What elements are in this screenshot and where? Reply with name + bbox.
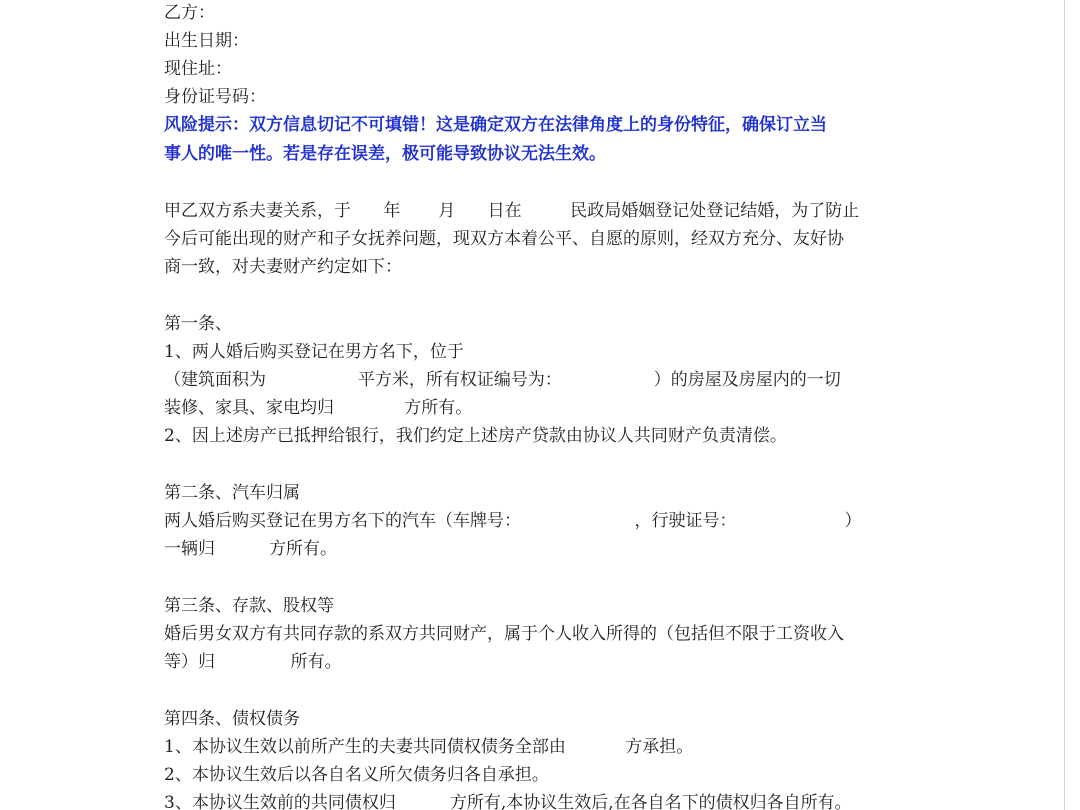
page-edge-divider xyxy=(1064,0,1065,810)
article-1-line-4: 2、因上述房产已抵押给银行，我们约定上述房产贷款由协议人共同财产负责清偿。 xyxy=(164,426,787,446)
risk-notice-line-1: 风险提示：双方信息切记不可填错！这是确定双方在法律角度上的身份特征，确保订立当 xyxy=(164,115,827,135)
article-2-line-1: 两人婚后购买登记在男方名下的汽车（车牌号： ，行驶证号： ） xyxy=(164,511,862,531)
article-4-line-3: 3、本协议生效前的共同债权归 方所有,本协议生效后,在各自名下的债权归各自所有。 xyxy=(164,793,852,810)
article-1-line-3: 装修、家具、家电均归 方所有。 xyxy=(164,398,473,418)
article-1-line-2: （建筑面积为 平方米，所有权证编号为： ）的房屋及房屋内的一切 xyxy=(164,370,841,390)
preamble-line-3: 商一致，对夫妻财产约定如下： xyxy=(164,257,402,277)
article-2-line-2: 一辆归 方所有。 xyxy=(164,539,338,559)
article-4-line-1: 1、本协议生效以前所产生的夫妻共同债权债务全部由 方承担。 xyxy=(164,737,694,757)
risk-notice-line-2: 事人的唯一性。若是存在误差，极可能导致协议无法生效。 xyxy=(164,144,606,164)
article-4-line-2: 2、本协议生效后以各自名义所欠债务归各自承担。 xyxy=(164,765,549,785)
address-label: 现住址： xyxy=(164,59,232,79)
article-1-heading: 第一条、 xyxy=(164,314,232,334)
article-3-heading: 第三条、存款、股权等 xyxy=(164,596,334,616)
preamble-line-1: 甲乙双方系夫妻关系，于 年 月 日在 民政局婚姻登记处登记结婚，为了防止 xyxy=(164,201,860,221)
article-2-heading: 第二条、汽车归属 xyxy=(164,483,300,503)
article-1-line-1: 1、两人婚后购买登记在男方名下，位于 xyxy=(164,342,464,362)
id-number-label: 身份证号码： xyxy=(164,87,266,107)
article-3-line-2: 等）归 所有。 xyxy=(164,652,342,672)
party-b-label: 乙方： xyxy=(164,3,215,23)
birth-date-label: 出生日期： xyxy=(164,31,249,51)
article-3-line-1: 婚后男女双方有共同存款的系双方共同财产，属于个人收入所得的（包括但不限于工资收入 xyxy=(164,624,844,644)
article-4-heading: 第四条、债权债务 xyxy=(164,709,300,729)
preamble-line-2: 今后可能出现的财产和子女抚养问题，现双方本着公平、自愿的原则，经双方充分、友好协 xyxy=(164,229,844,249)
